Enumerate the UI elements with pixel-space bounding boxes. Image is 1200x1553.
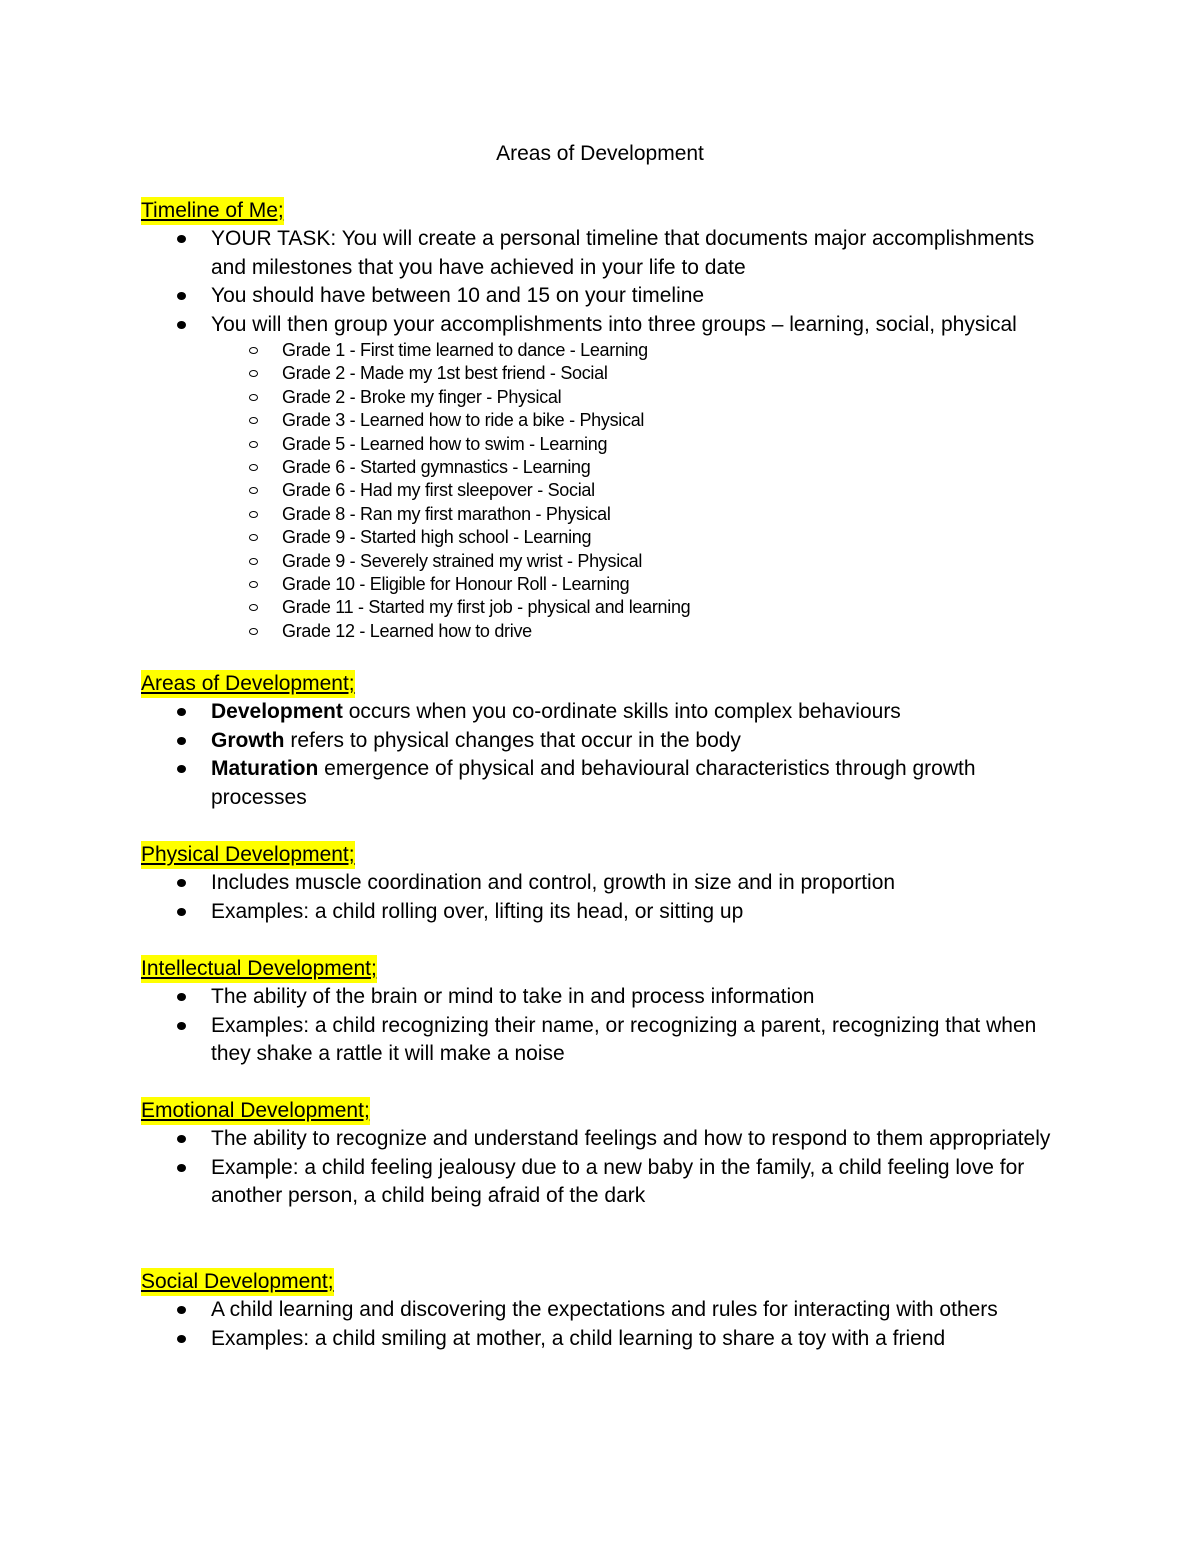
milestone-item: Grade 8 - Ran my first marathon - Physical <box>141 503 1071 526</box>
section-heading-emotional: Emotional Development; <box>141 1097 370 1125</box>
definition-term: Development <box>211 700 343 723</box>
definition-term: Growth <box>211 728 285 752</box>
milestone-item: Grade 11 - Started my first job - physical and learning <box>141 596 1071 619</box>
milestone-item: Grade 2 - Made my 1st best friend - Social <box>141 362 1071 385</box>
milestone-item: Grade 6 - Had my first sleepover - Social <box>141 479 1071 502</box>
section-areas <box>141 670 1071 812</box>
intellectual-bullet-list <box>141 983 1071 1069</box>
physical-bullet-list <box>141 869 1071 926</box>
list-item: You will then group your accomplishments into three groups – learning, social, physical <box>141 311 1071 340</box>
document-title: Areas of Development <box>496 142 704 165</box>
section-timeline <box>141 197 1071 643</box>
section-intellectual <box>141 955 1071 1069</box>
timeline-bullet-list <box>141 225 1071 339</box>
list-item: A child learning and discovering the expectations and rules for interacting with others <box>141 1296 1071 1325</box>
social-bullet-list <box>141 1296 1071 1353</box>
definition-item <box>141 755 1071 812</box>
section-emotional <box>141 1097 1071 1211</box>
section-heading-physical: Physical Development; <box>141 841 355 869</box>
milestone-item: Grade 1 - First time learned to dance - Learning <box>141 339 1071 362</box>
definition-item <box>141 727 1071 756</box>
definition-text: occurs when you co-ordinate skills into complex behaviours <box>342 700 901 723</box>
section-social <box>141 1268 1071 1353</box>
section-physical <box>141 841 1071 926</box>
list-item: Examples: a child rolling over, lifting its head, or sitting up <box>141 898 1071 927</box>
section-heading-social: Social Development; <box>141 1268 334 1296</box>
section-heading-timeline: Timeline of Me; <box>141 197 284 225</box>
list-item: YOUR TASK: You will create a personal timeline that documents major accomplishments and milestones that you have achieved in your life to date <box>141 225 1071 282</box>
milestone-item: Grade 2 - Broke my finger - Physical <box>141 386 1071 409</box>
list-item: You should have between 10 and 15 on your timeline <box>141 282 1071 311</box>
milestone-item: Grade 12 - Learned how to drive <box>141 620 1071 643</box>
emotional-bullet-list <box>141 1125 1071 1211</box>
list-item: Examples: a child smiling at mother, a child learning to share a toy with a friend <box>141 1325 1071 1354</box>
milestone-item: Grade 3 - Learned how to ride a bike - Physical <box>141 409 1071 432</box>
section-heading-intellectual: Intellectual Development; <box>141 955 377 983</box>
definition-text: emergence of physical and behavioural characteristics through growth processes <box>211 757 976 809</box>
list-item: The ability to recognize and understand feelings and how to respond to them appropriately <box>141 1125 1071 1154</box>
milestone-item: Grade 6 - Started gymnastics - Learning <box>141 456 1071 479</box>
list-item: Includes muscle coordination and control, growth in size and in proportion <box>141 869 1071 898</box>
list-item: Example: a child feeling jealousy due to a new baby in the family, a child feeling love for another person, a child being afraid of the dark <box>141 1154 1071 1211</box>
definition-term: Maturation <box>211 757 319 780</box>
section-heading-areas: Areas of Development; <box>141 670 355 698</box>
timeline-milestone-list <box>141 339 1071 643</box>
milestone-item: Grade 9 - Severely strained my wrist - Physical <box>141 550 1071 573</box>
list-item: The ability of the brain or mind to take in and process information <box>141 983 1071 1012</box>
milestone-item: Grade 5 - Learned how to swim - Learning <box>141 433 1071 456</box>
milestone-item: Grade 9 - Started high school - Learning <box>141 526 1071 549</box>
definition-item <box>141 698 1071 727</box>
milestone-item: Grade 10 - Eligible for Honour Roll - Learning <box>141 573 1071 596</box>
areas-bullet-list <box>141 698 1071 812</box>
definition-text: refers to physical changes that occur in the body <box>284 728 741 752</box>
list-item: Examples: a child recognizing their name, or recognizing a parent, recognizing that when they shake a rattle it will make a noise <box>141 1012 1071 1069</box>
